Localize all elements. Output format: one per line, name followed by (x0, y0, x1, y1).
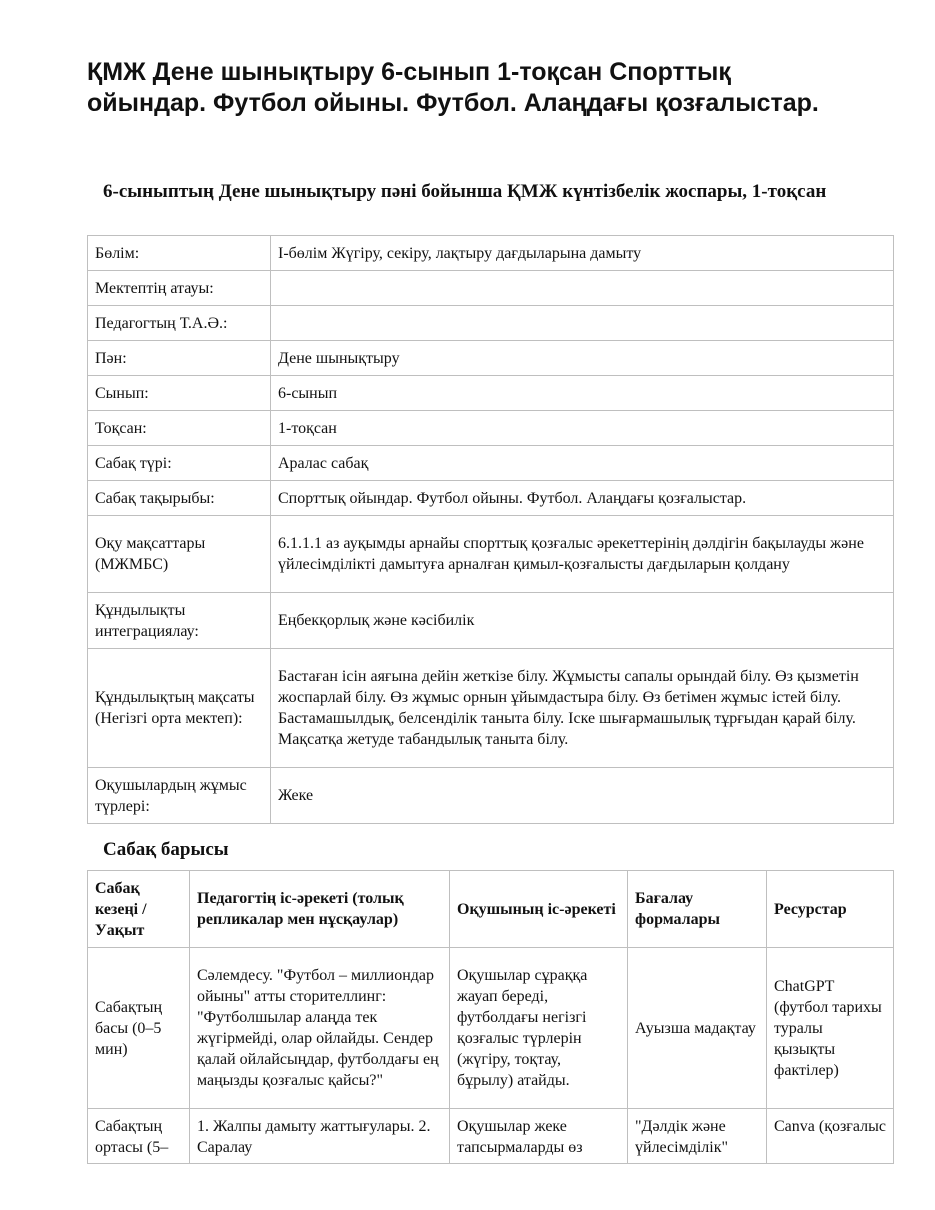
table-cell: Сабақтың басы (0–5 мин) (88, 948, 190, 1109)
table-row (88, 446, 894, 481)
table-row (88, 649, 894, 768)
table-cell: Canva (қозғалыс (767, 1109, 894, 1164)
table-cell: 1. Жалпы дамыту жаттығулары. 2. Саралау (190, 1109, 450, 1164)
row-value: Бастаған ісін аяғына дейін жеткізе білу. Жұмысты сапалы орындай білу. Өз қызметін жоспарлай білу. Өз жұмыс орнын ұйымдастыра білу. Өз бетімен жұмыс істей білу. Бастамашылдық, белсенділік таныта білу. Іске шығармашылық тұрғыдан қарай білу. Мақсатқа жетуде табандылық таныта білу. (271, 649, 894, 768)
row-value: Дене шынықтыру (271, 341, 894, 376)
table-cell: Ауызша мадақтау (628, 948, 767, 1109)
table-cell: Сәлемдесу. "Футбол – миллиондар ойыны" атты сторителлинг: "Футболшылар алаңда тек жүгірмейді, олар ойлайды. Сендер қалай ойлайсыңдар, футболдағы ең маңызды қозғалыс қайсы?" (190, 948, 450, 1109)
row-value: Жеке (271, 768, 894, 824)
lesson-heading: Сабақ барысы (103, 839, 229, 860)
row-label: Сынып: (88, 376, 271, 411)
row-value (271, 271, 894, 306)
row-value: Спорттық ойындар. Футбол ойыны. Футбол. Алаңдағы қозғалыстар. (271, 481, 894, 516)
plan-info-table (87, 235, 894, 824)
table-row (88, 768, 894, 824)
row-value: Аралас сабақ (271, 446, 894, 481)
table-cell: ChatGPT (футбол тарихы туралы қызықты фактілер) (767, 948, 894, 1109)
column-header: Ресурстар (767, 871, 894, 948)
row-value: Еңбекқорлық және кәсібилік (271, 593, 894, 649)
row-value: 6-сынып (271, 376, 894, 411)
row-label: Сабақ түрі: (88, 446, 271, 481)
row-label: Құндылықты интеграциялау: (88, 593, 271, 649)
table-row (88, 593, 894, 649)
document-title: ҚМЖ Дене шынықтыру 6-сынып 1-тоқсан Спорттық ойындар. Футбол ойыны. Футбол. Алаңдағы қозғалыстар. (87, 58, 819, 117)
table-row (88, 516, 894, 593)
table-row (88, 236, 894, 271)
table-cell: "Дәлдік және үйлесімділік" (628, 1109, 767, 1164)
table-row (88, 1109, 894, 1164)
table-row (88, 271, 894, 306)
row-label: Бөлім: (88, 236, 271, 271)
table-row (88, 341, 894, 376)
column-header: Бағалау формалары (628, 871, 767, 948)
table-cell: Оқушылар сұраққа жауап береді, футболдағы негізгі қозғалыс түрлерін (жүгіру, тоқтау, бұрылу) атайды. (450, 948, 628, 1109)
plan-heading: 6-сыныптың Дене шынықтыру пәні бойынша ҚМЖ күнтізбелік жоспары, 1-тоқсан (103, 181, 827, 202)
table-row (88, 411, 894, 446)
column-header: Сабақ кезеңі / Уақыт (88, 871, 190, 948)
table-row (88, 948, 894, 1109)
table-cell: Оқушылар жеке тапсырмаларды өз (450, 1109, 628, 1164)
row-label: Пән: (88, 341, 271, 376)
lesson-flow-table (87, 870, 894, 1164)
column-header: Педагогтің іс-әрекеті (толық репликалар мен нұсқаулар) (190, 871, 450, 948)
row-value: I-бөлім Жүгіру, секіру, лақтыру дағдыларына дамыту (271, 236, 894, 271)
row-label: Оқушылардың жұмыс түрлері: (88, 768, 271, 824)
row-label: Тоқсан: (88, 411, 271, 446)
row-label: Мектептің атауы: (88, 271, 271, 306)
column-header: Оқушының іс-әрекеті (450, 871, 628, 948)
row-label: Сабақ тақырыбы: (88, 481, 271, 516)
table-row (88, 306, 894, 341)
table-cell: Сабақтың ортасы (5– (88, 1109, 190, 1164)
row-value (271, 306, 894, 341)
table-row (88, 481, 894, 516)
table-row (88, 376, 894, 411)
table-header-row (88, 871, 894, 948)
row-label: Құндылықтың мақсаты (Негізгі орта мектеп): (88, 649, 271, 768)
row-label: Педагогтың Т.А.Ә.: (88, 306, 271, 341)
row-label: Оқу мақсаттары (МЖМБС) (88, 516, 271, 593)
row-value: 1-тоқсан (271, 411, 894, 446)
row-value: 6.1.1.1 аз ауқымды арнайы спорттық қозғалыс әрекеттерінің дәлдігін бақылауды және үйлесімділікті дамытуға арналған қимыл-қозғалысты дағдыларын қолдану (271, 516, 894, 593)
